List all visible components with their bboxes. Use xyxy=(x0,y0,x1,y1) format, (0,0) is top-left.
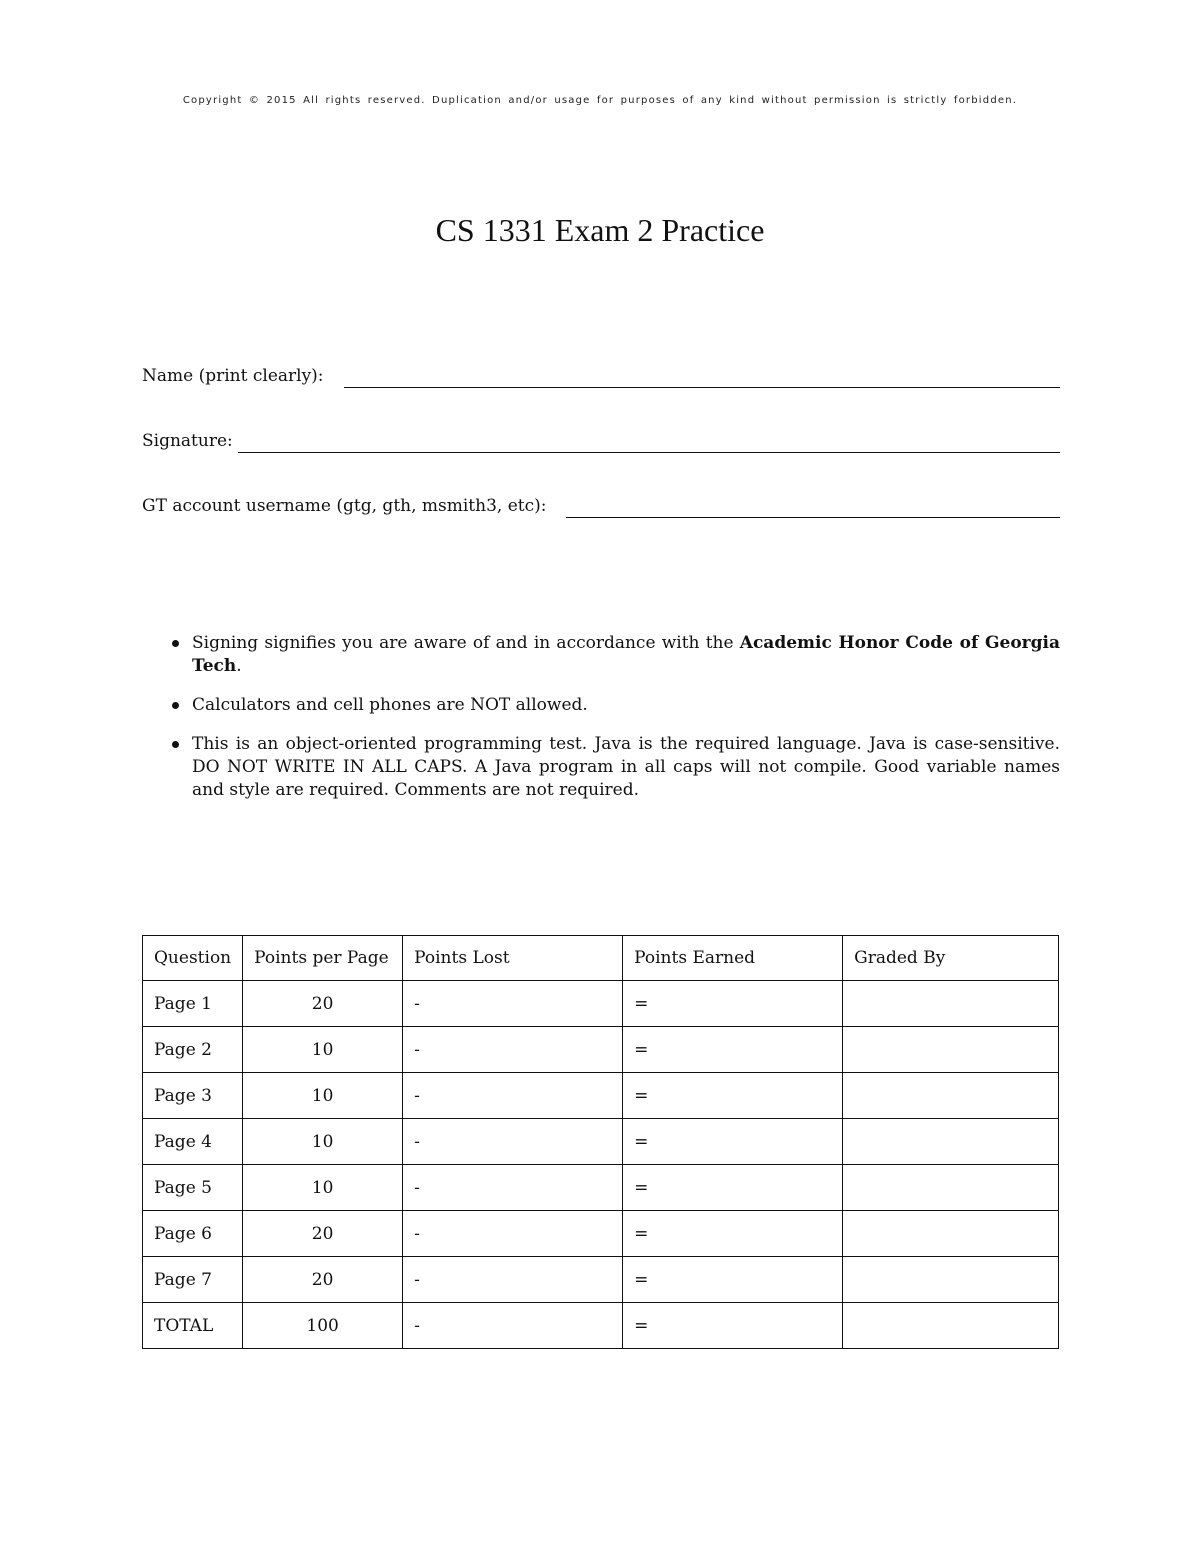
instruction-item xyxy=(142,694,1060,717)
table-row xyxy=(143,1119,1059,1165)
cell-graded-by xyxy=(843,981,1059,1027)
cell-question: Page 5 xyxy=(143,1165,243,1211)
signature-label: Signature: xyxy=(142,431,233,451)
header-points-per-page: Points per Page xyxy=(243,936,403,981)
cell-points: 100 xyxy=(243,1303,403,1349)
cell-graded-by xyxy=(843,1257,1059,1303)
cell-graded-by xyxy=(843,1211,1059,1257)
cell-question: TOTAL xyxy=(143,1303,243,1349)
cell-points-lost: - xyxy=(403,1073,623,1119)
cell-graded-by xyxy=(843,1073,1059,1119)
cell-points-earned: = xyxy=(623,1211,843,1257)
bullet-icon xyxy=(172,702,179,709)
cell-points: 20 xyxy=(243,1257,403,1303)
cell-points-lost: - xyxy=(403,1303,623,1349)
cell-points-earned: = xyxy=(623,1027,843,1073)
cell-points-lost: - xyxy=(403,1119,623,1165)
instruction-text-end: . xyxy=(236,656,242,676)
cell-question: Page 2 xyxy=(143,1027,243,1073)
name-field[interactable] xyxy=(142,364,1060,388)
cell-question: Page 6 xyxy=(143,1211,243,1257)
cell-points-earned: = xyxy=(623,981,843,1027)
table-row-total xyxy=(143,1303,1059,1349)
username-line[interactable] xyxy=(566,517,1060,518)
cell-points: 10 xyxy=(243,1027,403,1073)
cell-question: Page 1 xyxy=(143,981,243,1027)
cell-points-earned: = xyxy=(623,1119,843,1165)
table-row xyxy=(143,1027,1059,1073)
cell-graded-by xyxy=(843,1119,1059,1165)
cell-points-earned: = xyxy=(623,1073,843,1119)
bullet-icon xyxy=(172,640,179,647)
honor-code-text: Academic Honor Code of Georgia Tech xyxy=(192,633,1060,676)
cell-points: 10 xyxy=(243,1119,403,1165)
instruction-list xyxy=(142,632,1060,818)
table-row xyxy=(143,1165,1059,1211)
cell-points-lost: - xyxy=(403,1257,623,1303)
cell-question: Page 7 xyxy=(143,1257,243,1303)
cell-graded-by xyxy=(843,1027,1059,1073)
cell-points: 20 xyxy=(243,1211,403,1257)
username-label: GT account username (gtg, gth, msmith3, etc): xyxy=(142,496,547,516)
cell-question: Page 4 xyxy=(143,1119,243,1165)
instruction-text: Calculators and cell phones are NOT allowed. xyxy=(192,695,588,715)
cell-points: 20 xyxy=(243,981,403,1027)
cell-points-lost: - xyxy=(403,1211,623,1257)
table-row xyxy=(143,981,1059,1027)
grading-table xyxy=(142,935,1059,1349)
table-row xyxy=(143,1211,1059,1257)
cell-question: Page 3 xyxy=(143,1073,243,1119)
bullet-icon xyxy=(172,741,179,748)
signature-field[interactable] xyxy=(142,429,1060,453)
instruction-item xyxy=(142,733,1060,802)
cell-points: 10 xyxy=(243,1073,403,1119)
cell-points-lost: - xyxy=(403,981,623,1027)
table-header-row xyxy=(143,936,1059,981)
cell-points: 10 xyxy=(243,1165,403,1211)
cell-points-earned: = xyxy=(623,1257,843,1303)
cell-points-lost: - xyxy=(403,1165,623,1211)
instruction-text: This is an object-oriented programming test. Java is the required language. Java is case-sensitive. DO NOT WRITE IN ALL CAPS. A Java program in all caps will not compile. Good variable names and style are required. Comments are not required. xyxy=(192,734,1060,800)
page-title: CS 1331 Exam 2 Practice xyxy=(435,212,765,248)
cell-points-earned: = xyxy=(623,1165,843,1211)
name-line[interactable] xyxy=(344,387,1060,388)
header-points-lost: Points Lost xyxy=(403,936,623,981)
instruction-text: Signing signifies you are aware of and in accordance with the xyxy=(192,633,740,653)
header-points-earned: Points Earned xyxy=(623,936,843,981)
name-label: Name (print clearly): xyxy=(142,366,324,386)
table-row xyxy=(143,1257,1059,1303)
table-row xyxy=(143,1073,1059,1119)
instruction-item xyxy=(142,632,1060,678)
cell-points-earned: = xyxy=(623,1303,843,1349)
header-question: Question xyxy=(143,936,243,981)
cell-graded-by xyxy=(843,1165,1059,1211)
signature-line[interactable] xyxy=(238,452,1060,453)
cell-graded-by xyxy=(843,1303,1059,1349)
copyright-notice: Copyright © 2015 All rights reserved. Duplication and/or usage for purposes of any kind without permission is strictly forbidden. xyxy=(182,95,1018,106)
header-graded-by: Graded By xyxy=(843,936,1059,981)
username-field[interactable] xyxy=(142,494,1060,518)
cell-points-lost: - xyxy=(403,1027,623,1073)
